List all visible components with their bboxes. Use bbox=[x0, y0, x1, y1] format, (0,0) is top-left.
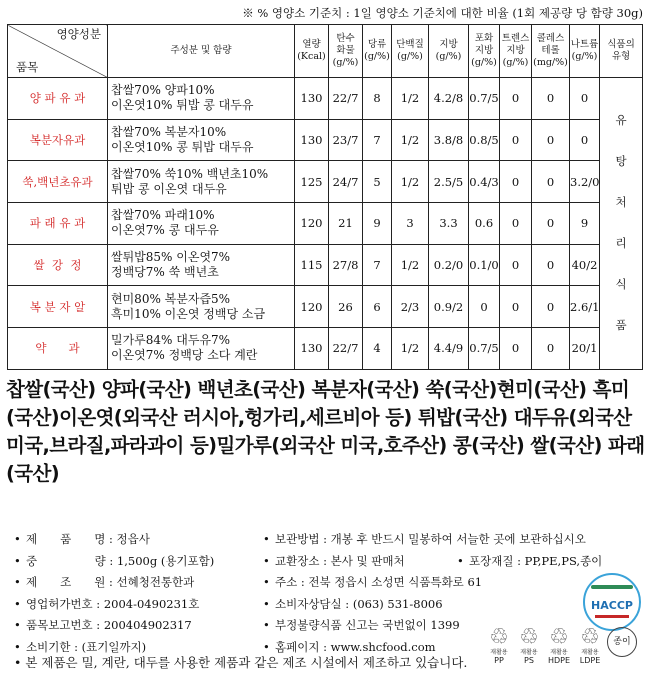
bullet: • bbox=[263, 596, 270, 611]
nutrient-header bbox=[532, 25, 570, 78]
nutrient-header-line: 지방 bbox=[474, 45, 494, 56]
info-line bbox=[263, 617, 460, 633]
table-row bbox=[8, 203, 643, 245]
food-type-char: 품 bbox=[615, 318, 627, 333]
nutrient-value: 0.2/0 bbox=[429, 244, 469, 286]
nutrient-header-line: 탄수 bbox=[336, 33, 355, 44]
packaging-material bbox=[457, 553, 602, 569]
bullet: • bbox=[14, 639, 21, 654]
ingredients-line: 흑미10% 이온엿 정백당 소금 bbox=[111, 306, 266, 321]
nutrient-value: 0 bbox=[469, 286, 500, 328]
nutrient-value: 24/7 bbox=[329, 161, 363, 203]
nutrient-value: 1/2 bbox=[392, 78, 429, 120]
nutrient-value: 0 bbox=[532, 78, 570, 120]
food-type bbox=[600, 78, 643, 370]
info-text: 제 품 명 : 정읍사 bbox=[26, 532, 150, 546]
recycle-triangle-icon: ♲ bbox=[519, 625, 539, 650]
ingredients-cell bbox=[108, 203, 295, 245]
recycle-small-label: 재활용 bbox=[581, 649, 599, 656]
bullet: • bbox=[14, 596, 21, 611]
nutrient-value: 0 bbox=[500, 203, 532, 245]
nutrient-value: 0.4/3 bbox=[469, 161, 500, 203]
bullet: • bbox=[263, 575, 270, 589]
info-text: 보관방법 : 개봉 후 반드시 밀봉하여 서늘한 곳에 보관하십시오 bbox=[275, 532, 586, 546]
ingredients-line: 이온엿7% 콩 대두유 bbox=[111, 223, 219, 238]
nutrient-value: 4.4/9 bbox=[429, 328, 469, 370]
nutrient-header-line: 당류 bbox=[367, 39, 387, 50]
info-text: 소비자상담실 : (063) 531-8006 bbox=[275, 596, 443, 611]
table-header-row bbox=[8, 25, 643, 78]
ingredients-line: 찹쌀70% 쑥10% 백년초10% bbox=[111, 166, 269, 181]
nutrient-value: 0.6 bbox=[469, 203, 500, 245]
food-type-char: 탕 bbox=[615, 154, 627, 169]
nutrient-value: 1/2 bbox=[392, 244, 429, 286]
nutrient-header bbox=[363, 25, 392, 78]
ingredients-line: 이온엿10% 콩 튀밥 대두유 bbox=[111, 140, 254, 155]
nutrient-value: 4.2/8 bbox=[429, 78, 469, 120]
recycle-label: PS bbox=[524, 656, 534, 665]
nutrient-value: 5 bbox=[363, 161, 392, 203]
nutrient-header-line: 지방 bbox=[506, 45, 525, 56]
nutrient-value: 20/1 bbox=[570, 328, 600, 370]
info-line bbox=[14, 531, 150, 547]
recycle-label: LDPE bbox=[579, 656, 601, 665]
nutrient-value: 6 bbox=[363, 286, 392, 328]
nutrient-value: 2/3 bbox=[392, 286, 429, 328]
nutrient-header-line: 식품의 bbox=[607, 39, 635, 50]
nutrient-value: 0 bbox=[532, 244, 570, 286]
recycle-small-label: 재활용 bbox=[520, 649, 538, 656]
nutrient-header-line: (g/%) bbox=[471, 57, 497, 68]
nutrient-value: 125 bbox=[295, 161, 329, 203]
corner-nutrition-label: 영양성분 bbox=[56, 27, 101, 41]
ingredients-line: 찹쌀70% 복분자10% bbox=[111, 125, 227, 140]
recycle-icon bbox=[485, 625, 513, 665]
product-name: 복분자유과 bbox=[8, 119, 108, 161]
nutrient-value: 7 bbox=[363, 244, 392, 286]
nutrient-value: 0 bbox=[500, 286, 532, 328]
nutrient-header-line: 유형 bbox=[611, 51, 631, 62]
nutrient-header bbox=[429, 25, 469, 78]
nutrient-value: 1/2 bbox=[392, 119, 429, 161]
product-name: 복 분 자 알 bbox=[8, 286, 108, 328]
haccp-label: HACCP bbox=[591, 599, 633, 612]
nutrient-value: 0 bbox=[500, 328, 532, 370]
table-row bbox=[8, 78, 643, 120]
table-row bbox=[8, 328, 643, 370]
ingredients-line: 정백당7% 쑥 백년초 bbox=[111, 265, 219, 280]
nutrient-header-line: 단백질 bbox=[396, 39, 424, 50]
nutrient-header bbox=[295, 25, 329, 78]
table-row bbox=[8, 286, 643, 328]
info-line bbox=[14, 574, 194, 590]
bullet: • bbox=[14, 532, 21, 546]
nutrient-value: 1/2 bbox=[392, 328, 429, 370]
nutrient-value: 0 bbox=[500, 161, 532, 203]
recycle-label: HDPE bbox=[547, 656, 571, 665]
table-corner-cell bbox=[8, 25, 108, 78]
nutrient-value: 22/7 bbox=[329, 78, 363, 120]
info-line bbox=[263, 596, 443, 612]
nutrient-value: 2.5/5 bbox=[429, 161, 469, 203]
nutrient-header-line: (g/%) bbox=[502, 57, 529, 68]
nutrient-header-line: 콜레스 bbox=[536, 33, 565, 44]
nutrient-header-line: (g/%) bbox=[332, 57, 359, 68]
ingredients-line: 이온엿10% 튀밥 콩 대두유 bbox=[111, 98, 254, 113]
nutrition-note: ※ % 영양소 기준치 : 1일 영양소 기준치에 대한 비율 (1회 제공량 당 함량 30g) bbox=[242, 6, 643, 20]
info-line bbox=[14, 596, 199, 612]
ingredients-line: 찹쌀70% 파래10% bbox=[111, 208, 215, 223]
nutrient-value: 0 bbox=[570, 119, 600, 161]
nutrient-value: 9 bbox=[570, 203, 600, 245]
food-type-char: 식 bbox=[615, 277, 627, 292]
haccp-icon bbox=[583, 573, 641, 631]
food-type-char: 리 bbox=[615, 236, 627, 251]
nutrient-value: 0 bbox=[500, 78, 532, 120]
food-type-char: 유 bbox=[615, 113, 627, 128]
nutrient-value: 7 bbox=[363, 119, 392, 161]
nutrient-value: 26 bbox=[329, 286, 363, 328]
nutrient-value: 120 bbox=[295, 203, 329, 245]
info-text: 영업허가번호 : 2004-0490231호 bbox=[26, 596, 200, 611]
ingredients-line: 튀밥 콩 이온엿 대두유 bbox=[111, 181, 227, 196]
nutrient-header-line: (g/%) bbox=[364, 51, 390, 62]
recycle-icon bbox=[515, 625, 543, 665]
nutrient-value: 0 bbox=[532, 161, 570, 203]
nutrient-header bbox=[469, 25, 500, 78]
table-row bbox=[8, 244, 643, 286]
ingredients-cell bbox=[108, 161, 295, 203]
nutrient-value: 0.7/5 bbox=[469, 328, 500, 370]
nutrient-value: 130 bbox=[295, 328, 329, 370]
nutrient-header-line: 테롤 bbox=[541, 45, 560, 56]
nutrient-value: 130 bbox=[295, 119, 329, 161]
packaging-material-text: 포장재질 : PP,PE,PS,종이 bbox=[469, 554, 603, 568]
nutrient-value: 8 bbox=[363, 78, 392, 120]
ingredients-line: 쌀튀밥85% 이온엿7% bbox=[111, 250, 231, 265]
info-text: 제 조 원 : 선혜청전통한과 bbox=[26, 575, 195, 589]
recycle-triangle-icon: ♲ bbox=[549, 625, 569, 650]
bullet: • bbox=[457, 554, 464, 568]
nutrient-header-line: 열량 bbox=[302, 39, 321, 50]
nutrient-value: 0 bbox=[532, 286, 570, 328]
info-text: 소비기한 : (표기일까지) bbox=[26, 639, 147, 654]
nutrient-header bbox=[329, 25, 363, 78]
nutrient-header-line: (mg/%) bbox=[533, 57, 568, 68]
ingredients-line: 밀가루84% 대두유7% bbox=[111, 333, 231, 348]
nutrient-header-line: 나트륨 bbox=[570, 39, 599, 50]
recycle-triangle-icon: ♲ bbox=[580, 625, 600, 650]
table-row bbox=[8, 161, 643, 203]
ingredients-line: 찹쌀70% 양파10% bbox=[111, 83, 215, 98]
nutrient-value: 27/8 bbox=[329, 244, 363, 286]
ingredients-cell bbox=[108, 286, 295, 328]
nutrient-value: 0 bbox=[500, 119, 532, 161]
nutrient-value: 40/2 bbox=[570, 244, 600, 286]
recycle-small-label: 재활용 bbox=[550, 649, 568, 656]
nutrient-header bbox=[500, 25, 532, 78]
nutrient-value: 0.7/5 bbox=[469, 78, 500, 120]
table-row bbox=[8, 119, 643, 161]
allergen-disclaimer: • 본 제품은 밀, 계란, 대두를 사용한 제품과 같은 제조 시설에서 제조하고 있습니다. bbox=[14, 655, 468, 670]
nutrient-value: 1/2 bbox=[392, 161, 429, 203]
nutrient-header-line: (g/%) bbox=[571, 51, 598, 62]
nutrient-header-line: 포화 bbox=[474, 33, 494, 44]
nutrient-header-line: (Kcal) bbox=[297, 51, 326, 62]
recycle-icon bbox=[576, 625, 604, 665]
nutrient-header-line: 화물 bbox=[336, 45, 355, 56]
ingredients-line: 현미80% 복분자즙5% bbox=[111, 291, 231, 306]
nutrition-table bbox=[7, 24, 643, 370]
corner-item-label: 품목 bbox=[16, 60, 39, 74]
nutrient-value: 9 bbox=[363, 203, 392, 245]
info-text: 부정불량식품 신고는 국번없이 1399 bbox=[275, 618, 460, 632]
product-name: 파 래 유 과 bbox=[8, 203, 108, 245]
ingredients-cell bbox=[108, 244, 295, 286]
bullet: • bbox=[263, 532, 270, 546]
nutrient-header-line: (g/%) bbox=[435, 51, 462, 62]
info-line bbox=[263, 553, 405, 569]
bullet: • bbox=[14, 553, 21, 568]
product-name: 쑥,백년초유과 bbox=[8, 161, 108, 203]
nutrient-value: 0 bbox=[532, 328, 570, 370]
info-line bbox=[14, 617, 192, 633]
ingredients-cell bbox=[108, 78, 295, 120]
bullet: • bbox=[263, 553, 270, 568]
nutrient-value: 3.2/0 bbox=[570, 161, 600, 203]
nutrient-value: 21 bbox=[329, 203, 363, 245]
nutrient-header-line: (g/%) bbox=[397, 51, 423, 62]
origin-statement: 찹쌀(국산) 양파(국산) 백년초(국산) 복분자(국산) 쑥(국산)현미(국산) 흑미(국산)이온엿(외국산 러시아,헝가리,세르비아 등) 튀밥(국산) 대두유(외국산 미국,브라질,파라과이 등)밀가루(외국산 미국,호주산) 콩(국산) 쌀(국산) 파래(국산) bbox=[6, 378, 645, 485]
ingredients-line: 이온엿7% 정백당 소다 계란 bbox=[111, 348, 258, 363]
nutrient-value: 0 bbox=[500, 244, 532, 286]
bullet: • bbox=[263, 639, 270, 654]
ingredients-cell bbox=[108, 328, 295, 370]
info-text: 중 량 : 1,500g (용기포함) bbox=[26, 553, 215, 568]
bullet: • bbox=[263, 618, 270, 632]
info-text: 품목보고번호 : 200404902317 bbox=[26, 618, 192, 632]
nutrient-header bbox=[600, 25, 643, 78]
info-text: 교환장소 : 본사 및 판매처 bbox=[275, 553, 405, 568]
nutrient-value: 23/7 bbox=[329, 119, 363, 161]
nutrient-value: 0.9/2 bbox=[429, 286, 469, 328]
nutrient-value: 3.3 bbox=[429, 203, 469, 245]
nutrient-value: 0.8/5 bbox=[469, 119, 500, 161]
bullet: • bbox=[14, 618, 21, 632]
info-line bbox=[14, 553, 214, 569]
product-name: 쌀 강 정 bbox=[8, 244, 108, 286]
paper-recycle-icon: 종이 bbox=[607, 627, 637, 657]
nutrient-value: 0.1/0 bbox=[469, 244, 500, 286]
nutrient-value: 2.6/1 bbox=[570, 286, 600, 328]
recycle-icon bbox=[545, 625, 573, 665]
nutrient-value: 22/7 bbox=[329, 328, 363, 370]
nutrient-value: 130 bbox=[295, 78, 329, 120]
nutrient-value: 3.8/8 bbox=[429, 119, 469, 161]
nutrient-value: 4 bbox=[363, 328, 392, 370]
nutrient-value: 115 bbox=[295, 244, 329, 286]
ingredients-cell bbox=[108, 119, 295, 161]
recycle-triangle-icon: ♲ bbox=[489, 625, 509, 650]
nutrient-value: 3 bbox=[392, 203, 429, 245]
product-name: 양 파 유 과 bbox=[8, 78, 108, 120]
info-line bbox=[263, 574, 482, 590]
nutrient-value: 0 bbox=[570, 78, 600, 120]
recycle-label: PP bbox=[494, 656, 504, 665]
nutrient-header-line: 지방 bbox=[439, 39, 458, 50]
nutrient-value: 120 bbox=[295, 286, 329, 328]
info-text: 주소 : 전북 정읍시 소성면 식품특화로 61 bbox=[275, 575, 483, 589]
product-name: 약 과 bbox=[8, 328, 108, 370]
nutrient-value: 0 bbox=[532, 203, 570, 245]
nutrient-header bbox=[570, 25, 600, 78]
food-type-char: 처 bbox=[615, 195, 627, 210]
nutrient-header bbox=[392, 25, 429, 78]
info-line bbox=[263, 531, 586, 547]
bullet: • bbox=[14, 575, 21, 589]
info-text: 홈페이지 : www.shcfood.com bbox=[275, 639, 436, 654]
ingredients-header: 주성분 및 함량 bbox=[108, 25, 295, 78]
nutrient-header-line: 트렌스 bbox=[501, 33, 530, 44]
nutrient-value: 0 bbox=[532, 119, 570, 161]
recycle-small-label: 재활용 bbox=[490, 649, 508, 656]
